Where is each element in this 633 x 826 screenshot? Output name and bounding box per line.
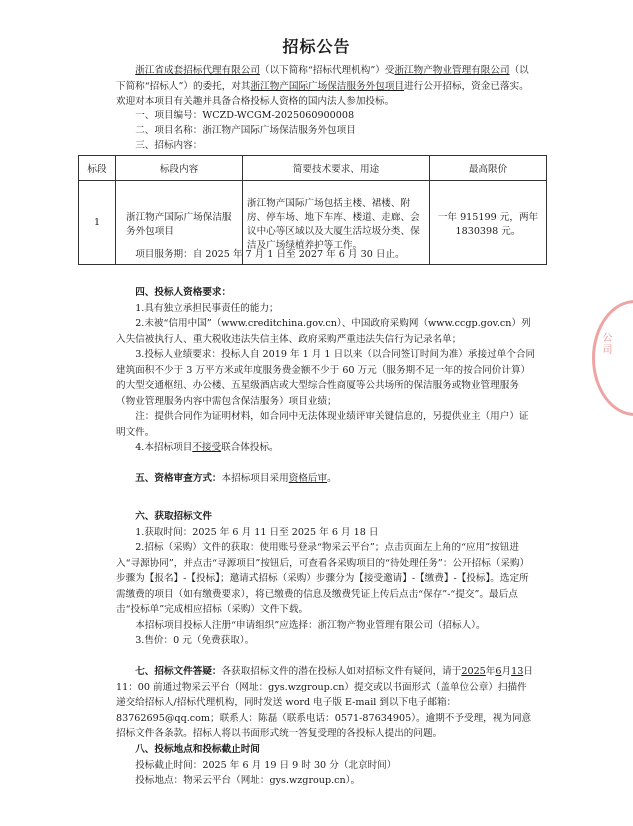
section-7-text-2: 年 xyxy=(485,666,496,677)
section-7-text-1: 各获取招标文件的潜在投标人如对招标文件有疑问，请于 xyxy=(221,666,462,677)
register-note: 本招标项目投标人注册“申请组织”应选择：浙江物产物业管理有限公司（招标人）。 xyxy=(135,620,486,631)
intro-text-1: （以下简称“招标代理机构”）受 xyxy=(259,65,395,76)
company-seal-text: 公司 xyxy=(600,332,611,356)
item-4-underlined: 不接受 xyxy=(192,442,222,453)
section-8-heading: 八、投标地点和投标截止时间 xyxy=(135,744,260,755)
obtain-method: 2.招标（采购）文件的获取：使用账号登录“物采云平台”；点击页面左上角的“应用”按钮进入“寻源协同”，并点击“寻源项目”按钮后，可查看各采购项目的“待处理任务”：公开招标（采购）步骤为【报名】-【投标】；邀请式招标（采购）步骤分为【接受邀请】-【缴费】-【投标】。选定所需缴费的项目（如有缴费要求），将已缴费的信息及缴费凭证上传后点击“保存”-“提交”。最后点击“投标单”完成相应招标（采购）文件下载。 xyxy=(116,542,530,615)
section-7-text-3: 月 xyxy=(501,666,512,677)
page-title: 招标公告 xyxy=(282,37,351,56)
project-name: 浙江物产国际广场保洁服务外包项目 xyxy=(250,80,405,92)
qualification-item-2: 2.未被“信用中国”（www.creditchina.gov.cn）、中国政府采购网（www.ccgp.gov.cn）列入失信被执行人、重大税收违法失信主体、政府采购严重违法失信行为记录名单； xyxy=(116,318,531,345)
intro-text-2: （以下简称“招标人”）的委托，对其 xyxy=(116,65,529,92)
qualification-item-1: 1.具有独立承担民事责任的能力； xyxy=(135,303,279,314)
qualification-item-4 xyxy=(116,440,536,456)
price-note: 3.售价：0 元（免费获取）。 xyxy=(135,635,255,646)
bid-place: 投标地点：物采云平台（网址：gys.wzgroup.cn）。 xyxy=(135,775,361,786)
section-7-text-4: 日 11：00 前通过物采云平台（网址：gys.wzgroup.cn）提交或以书面形式（盖单位公章）扫描件递交给招标人/招标代理机构，同时发送 word 电子版 E-mail 到以下电子邮箱：83762695@qq.com；联系人：陈磊（联系电话：0571-87634905）。逾期不予受理，视为同意招标文件各条款。招标人将以书面形式统一答复受理的各投标人提出的问题。 xyxy=(116,666,533,739)
bid-deadline: 投标截止时间：2025 年 6 月 19 日 9 时 30 分（北京时间） xyxy=(135,760,397,771)
project-title: 浙江物产国际广场保洁服务外包项目 xyxy=(202,125,356,136)
qa-deadline-month: 6 xyxy=(495,666,502,677)
qualification-note: 注：提供合同作为证明材料，如合同中无法体现业绩评审关键信息的，另提供业主（用户）证明文件。 xyxy=(116,411,529,438)
service-period: 项目服务期：自 2025 年 7 月 1 日至 2027 年 6 月 30 日止。 xyxy=(135,249,405,260)
qa-deadline-year: 2025 xyxy=(461,666,486,677)
qualification-item-3: 3.投标人业绩要求：投标人自 2019 年 1 月 1 日以来（以合同签订时间为准）承接过单个合同建筑面积不少于 3 万平方米或年度服务费金额不少于 60 万元（服务期不足一年的按合同价计算）的大型交通枢纽、办公楼、五星级酒店或大型综合性商厦等公共场所的保洁服务或物业管理服务（物业管理服务内容中需包含保洁服务）项目业绩； xyxy=(116,349,536,407)
item-4-text-a: 4.本招标项目 xyxy=(135,442,193,453)
section-3-heading: 三、招标内容： xyxy=(135,140,203,151)
section-5-end: 。 xyxy=(327,473,337,484)
section-2-heading: 二、项目名称： xyxy=(135,125,203,136)
intro-paragraph xyxy=(116,63,536,110)
section-5 xyxy=(116,471,536,487)
section-7 xyxy=(116,664,536,742)
company-seal xyxy=(592,300,633,416)
table-cell-content: 浙江物产国际广场保洁服务外包项目 xyxy=(116,181,243,265)
section-5-text: 本招标项目采用 xyxy=(221,473,289,484)
table-header-row xyxy=(79,156,547,181)
client-name: 浙江物产物业管理有限公司 xyxy=(394,65,510,76)
section-1-heading: 一、项目编号： xyxy=(135,110,203,121)
section-4-heading: 四、投标人资格要求： xyxy=(135,287,232,298)
agency-name: 浙江省成套招标代理有限公司 xyxy=(135,65,260,76)
review-method: 资格后审 xyxy=(288,473,328,484)
project-number: WCZD-WCGM-2025060900008 xyxy=(202,110,355,121)
table-header: 标段 xyxy=(79,156,116,181)
obtain-time: 1.获取时间：2025 年 6 月 11 日至 2025 年 6 月 18 日 xyxy=(135,527,379,538)
qa-deadline-day: 13 xyxy=(511,666,524,677)
item-4-text-b: 联合体投标。 xyxy=(221,442,279,453)
section-7-heading: 七、招标文件答疑： xyxy=(135,666,222,677)
table-header: 标段内容 xyxy=(116,156,243,181)
table-header: 简要技术要求、用途 xyxy=(243,156,430,181)
table-header: 最高限价 xyxy=(430,156,547,181)
table-cell-no: 1 xyxy=(79,181,116,265)
section-1 xyxy=(116,108,536,124)
table-cell-price: 一年 915199 元，两年 1830398 元。 xyxy=(430,181,547,265)
section-2 xyxy=(116,123,536,139)
section-5-heading: 五、资格审查方式： xyxy=(135,473,222,484)
section-6-heading: 六、获取招标文件 xyxy=(135,511,212,522)
intro-text-3: 进行公开招标，资金已落实。欢迎对本项目有关趣并具备合格投标人资格的国内法人参加投标。 xyxy=(116,80,529,107)
table-cell-requirements: 浙江物产国际广场包括主楼、裙楼、附房、停车场、地下车库、楼道、走廊、会议中心等区域以及大厦生活垃圾分类、保洁及广场绿植养护等工作。 xyxy=(243,181,430,265)
